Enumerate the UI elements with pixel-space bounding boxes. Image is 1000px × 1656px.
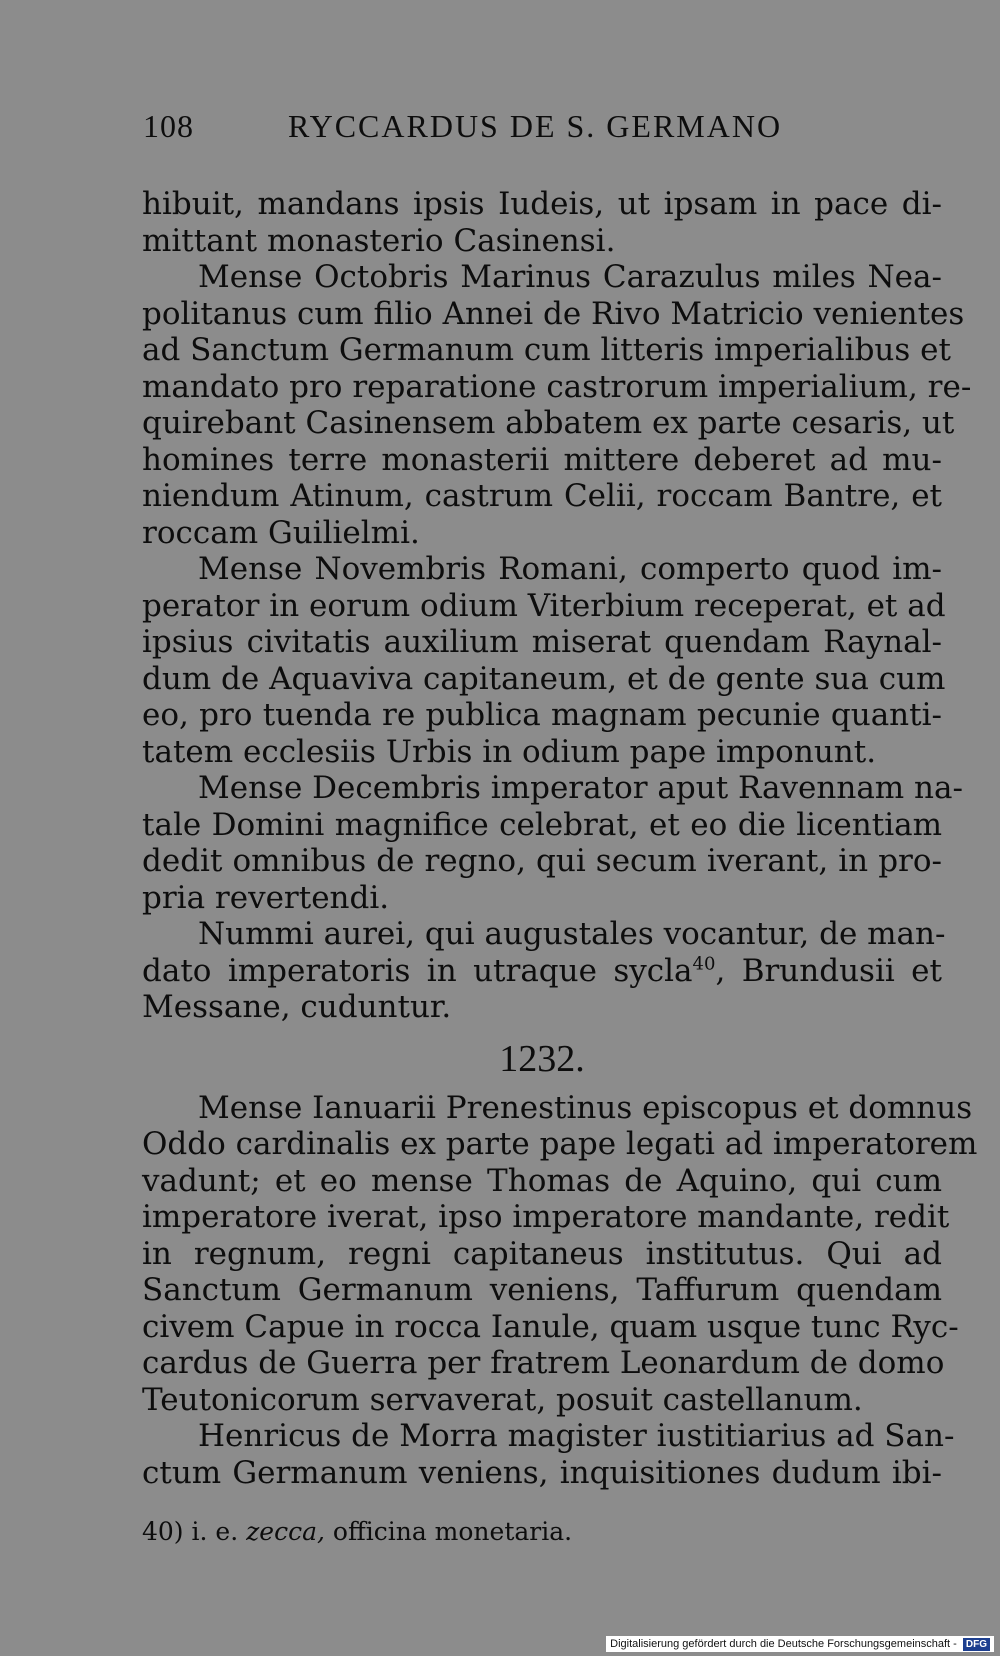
text-line: pria revertendi.	[142, 879, 390, 916]
text-line: Nummi aurei, qui augustales vocantur, de man-	[198, 916, 946, 952]
text-line: tale Domini magnifice celebrat, et eo die licentiam	[142, 806, 942, 843]
text-block-after-year	[142, 1089, 978, 1492]
footnote-reference[interactable]: 40	[692, 953, 716, 975]
year-heading: 1232.	[499, 1037, 585, 1080]
text-line: ctum Germanum veniens, inquisitiones dudum ibi-	[142, 1454, 942, 1491]
credit-text: Digitalisierung gefördert durch die Deutsche Forschungsgemeinschaft -	[610, 1638, 957, 1650]
text-line: tatem ecclesiis Urbis in odium pape imponunt.	[142, 733, 877, 770]
text-line: roccam Guilielmi.	[142, 514, 420, 551]
text-line: ipsius civitatis auxilium miserat quendam Raynal-	[142, 624, 942, 660]
text-line: mandato pro reparatione castrorum imperialium, re-	[142, 368, 972, 405]
body-text	[142, 186, 978, 1491]
dfg-logo: DFG	[963, 1638, 990, 1651]
text-line: Mense Decembris imperator aput Ravennam na-	[198, 770, 963, 806]
text-line: Henricus de Morra magister iustitiarius ad San-	[198, 1418, 955, 1454]
text-line: politanus cum filio Annei de Rivo Matricio venientes	[142, 295, 965, 332]
text-line: perator in eorum odium Viterbium receperat, et ad	[142, 587, 946, 624]
text-line: dedit omnibus de regno, qui secum iverant, in pro-	[142, 843, 942, 879]
footnote-gloss: officina monetaria.	[332, 1517, 573, 1546]
text-line-sycla	[142, 953, 942, 990]
sycla-text-before: dato imperatoris in utraque sycla	[142, 952, 693, 989]
digitization-credit	[606, 1636, 994, 1652]
text-line: hibuit, mandans ipsis Iudeis, ut ipsam in pace di-	[142, 186, 942, 222]
text-line: dum de Aquaviva capitaneum, et de gente sua cum	[142, 660, 946, 697]
footnote-term: zecca,	[246, 1517, 325, 1546]
text-block-before-year	[142, 186, 972, 953]
text-line: Sanctum Germanum veniens, Taffurum quendam	[142, 1272, 942, 1308]
footnote-abbrev: i. e.	[191, 1517, 239, 1546]
text-line: mittant monasterio Casinensi.	[142, 222, 616, 259]
text-line: Mense Novembris Romani, comperto quod im-	[198, 551, 942, 587]
text-line: Teutonicorum servaverat, posuit castellanum.	[142, 1381, 863, 1418]
footnote	[142, 1516, 942, 1548]
text-line: ad Sanctum Germanum cum litteris imperialibus et	[142, 332, 951, 368]
text-line: Mense Octobris Marinus Carazulus miles Nea-	[198, 259, 942, 295]
text-line: quirebant Casinensem abbatem ex parte cesaris, ut	[142, 405, 955, 441]
text-line: imperatore iverat, ipso imperatore mandante, redit	[142, 1199, 950, 1235]
text-line: eo, pro tuenda re publica magnam pecunie quanti-	[142, 697, 942, 733]
text-line: civem Capue in rocca Ianule, quam usque tunc Ryc-	[142, 1308, 959, 1345]
text-line: Oddo cardinalis ex parte pape legati ad imperatorem	[142, 1126, 978, 1162]
running-title: RYCCARDUS DE S. GERMANO	[288, 108, 783, 144]
page-header	[143, 108, 943, 152]
text-line: niendum Atinum, castrum Celii, roccam Bantre, et	[142, 478, 942, 514]
text-line: Mense Ianuarii Prenestinus episcopus et domnus	[198, 1089, 973, 1126]
footnote-number: 40)	[142, 1517, 184, 1546]
text-line-messane: Messane, cuduntur.	[142, 989, 452, 1025]
text-line: in regnum, regni capitaneus institutus. Qui ad	[142, 1235, 942, 1272]
text-line: homines terre monasterii mittere deberet ad mu-	[142, 441, 942, 478]
page-number: 108	[143, 108, 194, 144]
sycla-text-after: , Brundusii et	[715, 952, 942, 989]
text-line: cardus de Guerra per fratrem Leonardum de domo	[142, 1345, 945, 1381]
text-line: vadunt; et eo mense Thomas de Aquino, qui cum	[142, 1162, 942, 1199]
